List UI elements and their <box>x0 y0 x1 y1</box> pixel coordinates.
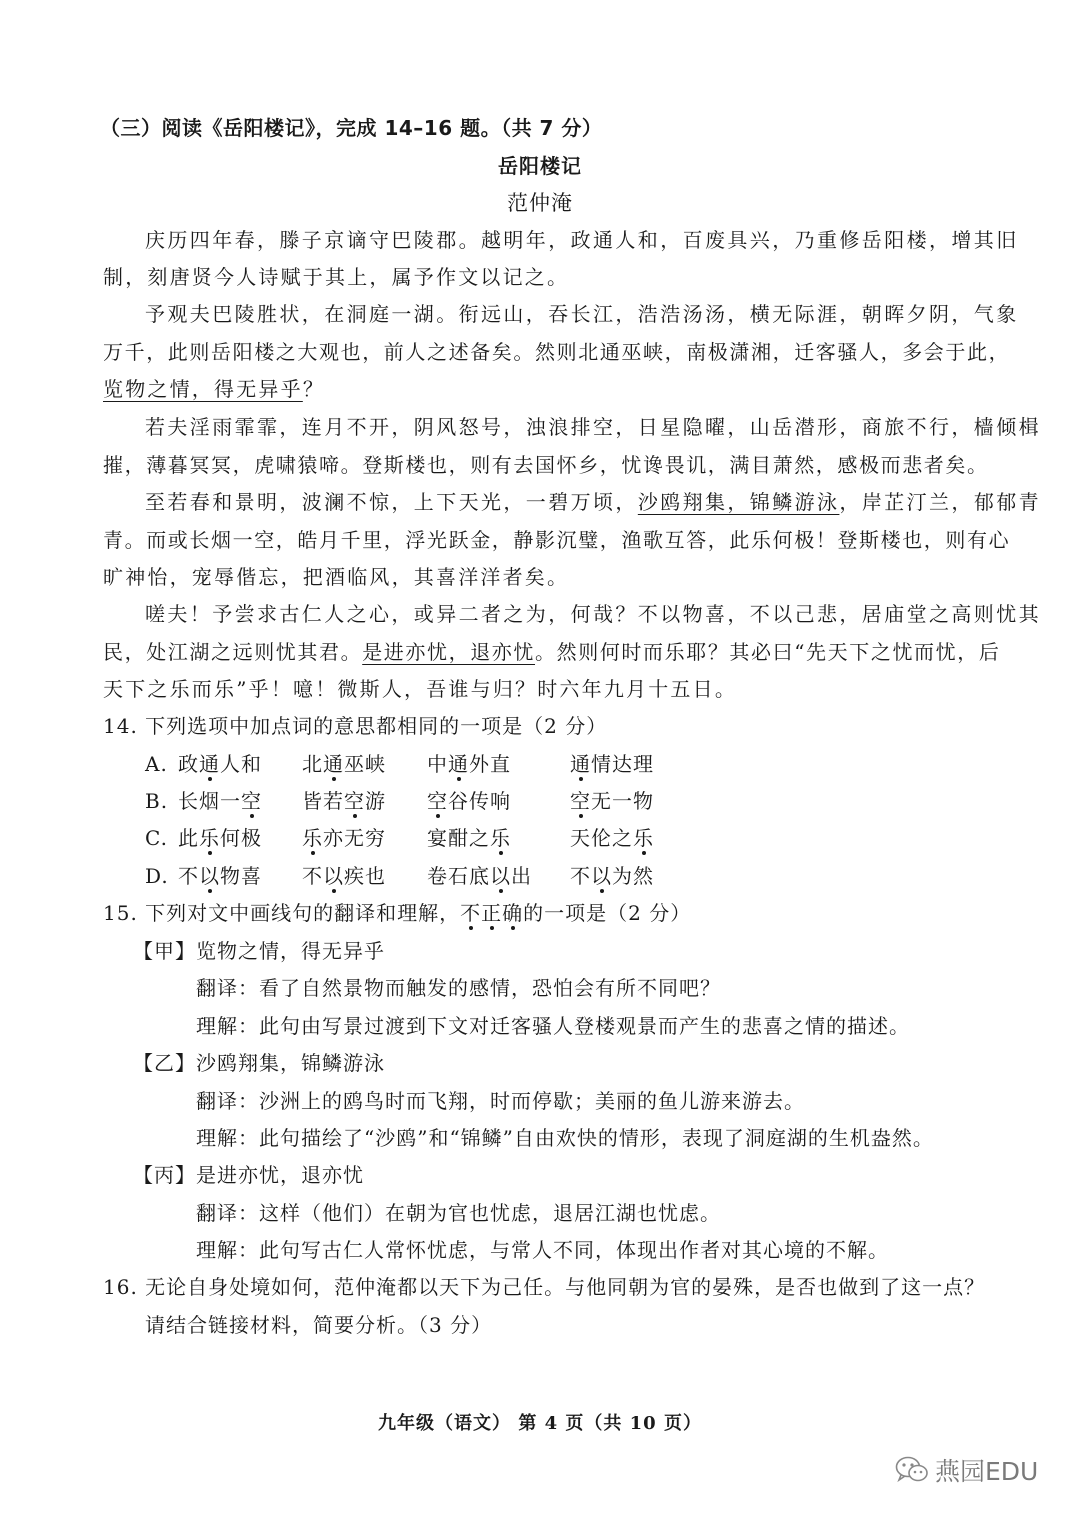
question-15-stem: 15. 下列对文中画线句的翻译和理解，不正确的一项是（2 分） <box>103 901 692 925</box>
emphasis-char: 确 <box>502 901 524 925</box>
passage-p2-line2: 万千，此则岳阳楼之大观也，前人之述备矣。然则北通巫峡，南极潇湘，迁客骚人，多会于此， <box>103 340 1011 364</box>
q15-bing-understanding: 理解：此句写古仁人常怀忧虑，与常人不同，体现出作者对其心境的不解。 <box>196 1238 889 1262</box>
passage-p4-line3: 旷神怡，宠辱偕忘，把酒临风，其喜洋洋者矣。 <box>103 565 570 589</box>
q15-bing-translation: 翻译：这样（他们）在朝为官也忧虑，退居江湖也忧虑。 <box>196 1201 721 1225</box>
underlined-sentence-bing: 是进亦忧，退亦忧 <box>362 640 536 664</box>
passage-p5-line2: 民，处江湖之远则忧其君。是进亦忧，退亦忧。然则何时而乐耶？其必曰“先天下之忧而忧，后 <box>103 640 1001 664</box>
passage-p5-line3: 天下之乐而乐”乎！噫！微斯人，吾谁与归？时六年九月十五日。 <box>103 677 738 701</box>
section-heading: （三）阅读《岳阳楼记》，完成 14–16 题。（共 7 分） <box>100 116 603 140</box>
q15-jia-translation: 翻译：看了自然景物而触发的感情，恐怕会有所不同吧？ <box>196 976 721 1000</box>
passage-p4-line1: 至若春和景明，波澜不惊，上下天光，一碧万顷，沙鸥翔集，锦鳞游泳，岸芷汀兰，郁郁青 <box>145 490 1042 514</box>
q15-yi-sentence: 【乙】沙鸥翔集，锦鳞游泳 <box>133 1051 385 1075</box>
watermark <box>895 1452 1038 1488</box>
emphasis-dotted-text <box>460 901 523 925</box>
underlined-sentence-jia: 览物之情，得无异乎 <box>103 377 303 401</box>
emphasis-char: 正 <box>481 901 503 925</box>
q15-yi-translation: 翻译：沙洲上的鸥鸟时而飞翔，时而停歇；美丽的鱼儿游来游去。 <box>196 1089 805 1113</box>
passage-p2-line3: 览物之情，得无异乎？ <box>103 377 326 401</box>
q15-jia-sentence: 【甲】览物之情，得无异乎 <box>133 939 385 963</box>
passage-p3-line1: 若夫淫雨霏霏，连月不开，阴风怒号，浊浪排空，日星隐曜，山岳潜形，商旅不行，樯倾楫 <box>145 415 1041 439</box>
q15-bing-sentence: 【丙】是进亦忧，退亦忧 <box>133 1163 364 1187</box>
passage-p2-line1: 予观夫巴陵胜状，在洞庭一湖。衔远山，吞长江，浩浩汤汤，横无际涯，朝晖夕阴，气象 <box>145 302 1019 326</box>
emphasis-char: 不 <box>460 901 482 925</box>
underlined-sentence-yi: 沙鸥翔集，锦鳞游泳 <box>637 490 840 514</box>
q15-jia-understanding: 理解：此句由写景过渡到下文对迁客骚人登楼观景而产生的悲喜之情的描述。 <box>196 1014 910 1038</box>
passage-author: 范仲淹 <box>507 191 573 215</box>
passage-title: 岳阳楼记 <box>498 154 582 178</box>
page-footer: 九年级（语文） 第 4 页（共 10 页） <box>378 1413 702 1434</box>
wechat-icon <box>895 1455 929 1485</box>
passage-p5-line1: 嗟夫！予尝求古仁人之心，或异二者之为，何哉？不以物喜，不以己悲，居庙堂之高则忧其 <box>145 602 1041 626</box>
exam-page: （三）阅读《岳阳楼记》，完成 14–16 题。（共 7 分） 岳阳楼记 范仲淹 庆历四年春，滕子京谪守巴陵郡。越明年，政通人和，百废具兴，乃重修岳阳楼，增其旧 制，刻唐贤今人诗赋于其上，属予作文以记之。 予观夫巴陵胜状，在洞庭一湖。衔远山，吞长江，浩浩汤汤，横无际涯，朝晖夕阴，气象 万千，此则岳阳楼之大观也，前人之述备矣。然则北通巫峡，南极潇湘，迁客骚人，多会于此， 览物之情，得无异乎？ 若夫淫雨霏霏，连月不开，阴风怒号，浊浪排空，日星隐曜，山岳潜形，商旅不行，樯倾楫 摧，薄暮冥冥，虎啸猿啼。登斯楼也，则有去国怀乡，忧谗畏讥，满目萧然，感极而悲者矣。 至若春和景明，波澜不惊，上下天光，一碧万顷，沙鸥翔集，锦鳞游泳，岸芷汀兰，郁郁青 青。而或长烟一空，皓月千里，浮光跃金，静影沉璧，渔歌互答，此乐何极！登斯楼也，则有心 旷神怡，宠辱偕忘，把酒临风，其喜洋洋者矣。 嗟夫！予尝求古仁人之心，或异二者之为，何哉？不以物喜，不以己悲，居庙堂之高则忧其 民，处江湖之远则忧其君。是进亦忧，退亦忧。然则何时而乐耶？其必曰“先天下之忧而忧，后 天下之乐而乐”乎！噫！微斯人，吾谁与归？时六年九月十五日。 14. 下列选项中加点词的意思都相同的一项是（2 分） A. 政通人和 北通巫峡 中通外直 通情达理 B. 长烟一空 皆若空游 空谷传响 空无一物 C. 此乐何极 乐亦无穷 宴酣之乐 天伦之乐 D. 不以物喜 不以疾也 卷石底以出 不以为然 15. 下列对文中画线句的翻译和理解，不正确的一项是（2 分） 【甲】览物之情，得无异乎 翻译：看了自然景物而触发的感情，恐怕会有所不同吧？ 理解：此句由写景过渡到下文对迁客骚人登楼观景而产生的悲喜之情的描述。 【乙】沙鸥翔集，锦鳞游泳 翻译：沙洲上的鸥鸟时而飞翔，时而停歇；美丽的鱼儿游来游去。 理解：此句描绘了“沙鸥”和“锦鳞”自由欢快的情形，表现了洞庭湖的生机盎然。 【丙】是进亦忧，退亦忧 翻译：这样（他们）在朝为官也忧虑，退居江湖也忧虑。 理解：此句写古仁人常怀忧虑，与常人不同，体现出作者对其心境的不解。 16. 无论自身处境如何，范仲淹都以天下为己任。与他同朝为官的晏殊，是否也做到了这一点？ 请结合链接材料，简要分析。（3 分） 九年级（语文） 第 4 页（共 10 页） 燕园EDU <box>0 0 1080 1518</box>
question-16-line2: 请结合链接材料，简要分析。（3 分） <box>145 1313 493 1337</box>
q15-yi-understanding: 理解：此句描绘了“沙鸥”和“锦鳞”自由欢快的情形，表现了洞庭湖的生机盎然。 <box>196 1126 934 1150</box>
question-14-stem: 14. 下列选项中加点词的意思都相同的一项是（2 分） <box>103 714 608 738</box>
passage-p1-line1: 庆历四年春，滕子京谪守巴陵郡。越明年，政通人和，百废具兴，乃重修岳阳楼，增其旧 <box>145 228 1019 252</box>
passage-p3-line2: 摧，薄暮冥冥，虎啸猿啼。登斯楼也，则有去国怀乡，忧谗畏讥，满目萧然，感极而悲者矣。 <box>103 453 989 477</box>
question-16-line1: 16. 无论自身处境如何，范仲淹都以天下为己任。与他同朝为官的晏殊，是否也做到了这一点？ <box>103 1275 986 1299</box>
passage-p1-line2: 制，刻唐贤今人诗赋于其上，属予作文以记之。 <box>103 265 570 289</box>
watermark-text: 燕园EDU <box>935 1457 1039 1486</box>
passage-p4-line2: 青。而或长烟一空，皓月千里，浮光跃金，静影沉璧，渔歌互答，此乐何极！登斯楼也，则有心 <box>103 528 1011 552</box>
